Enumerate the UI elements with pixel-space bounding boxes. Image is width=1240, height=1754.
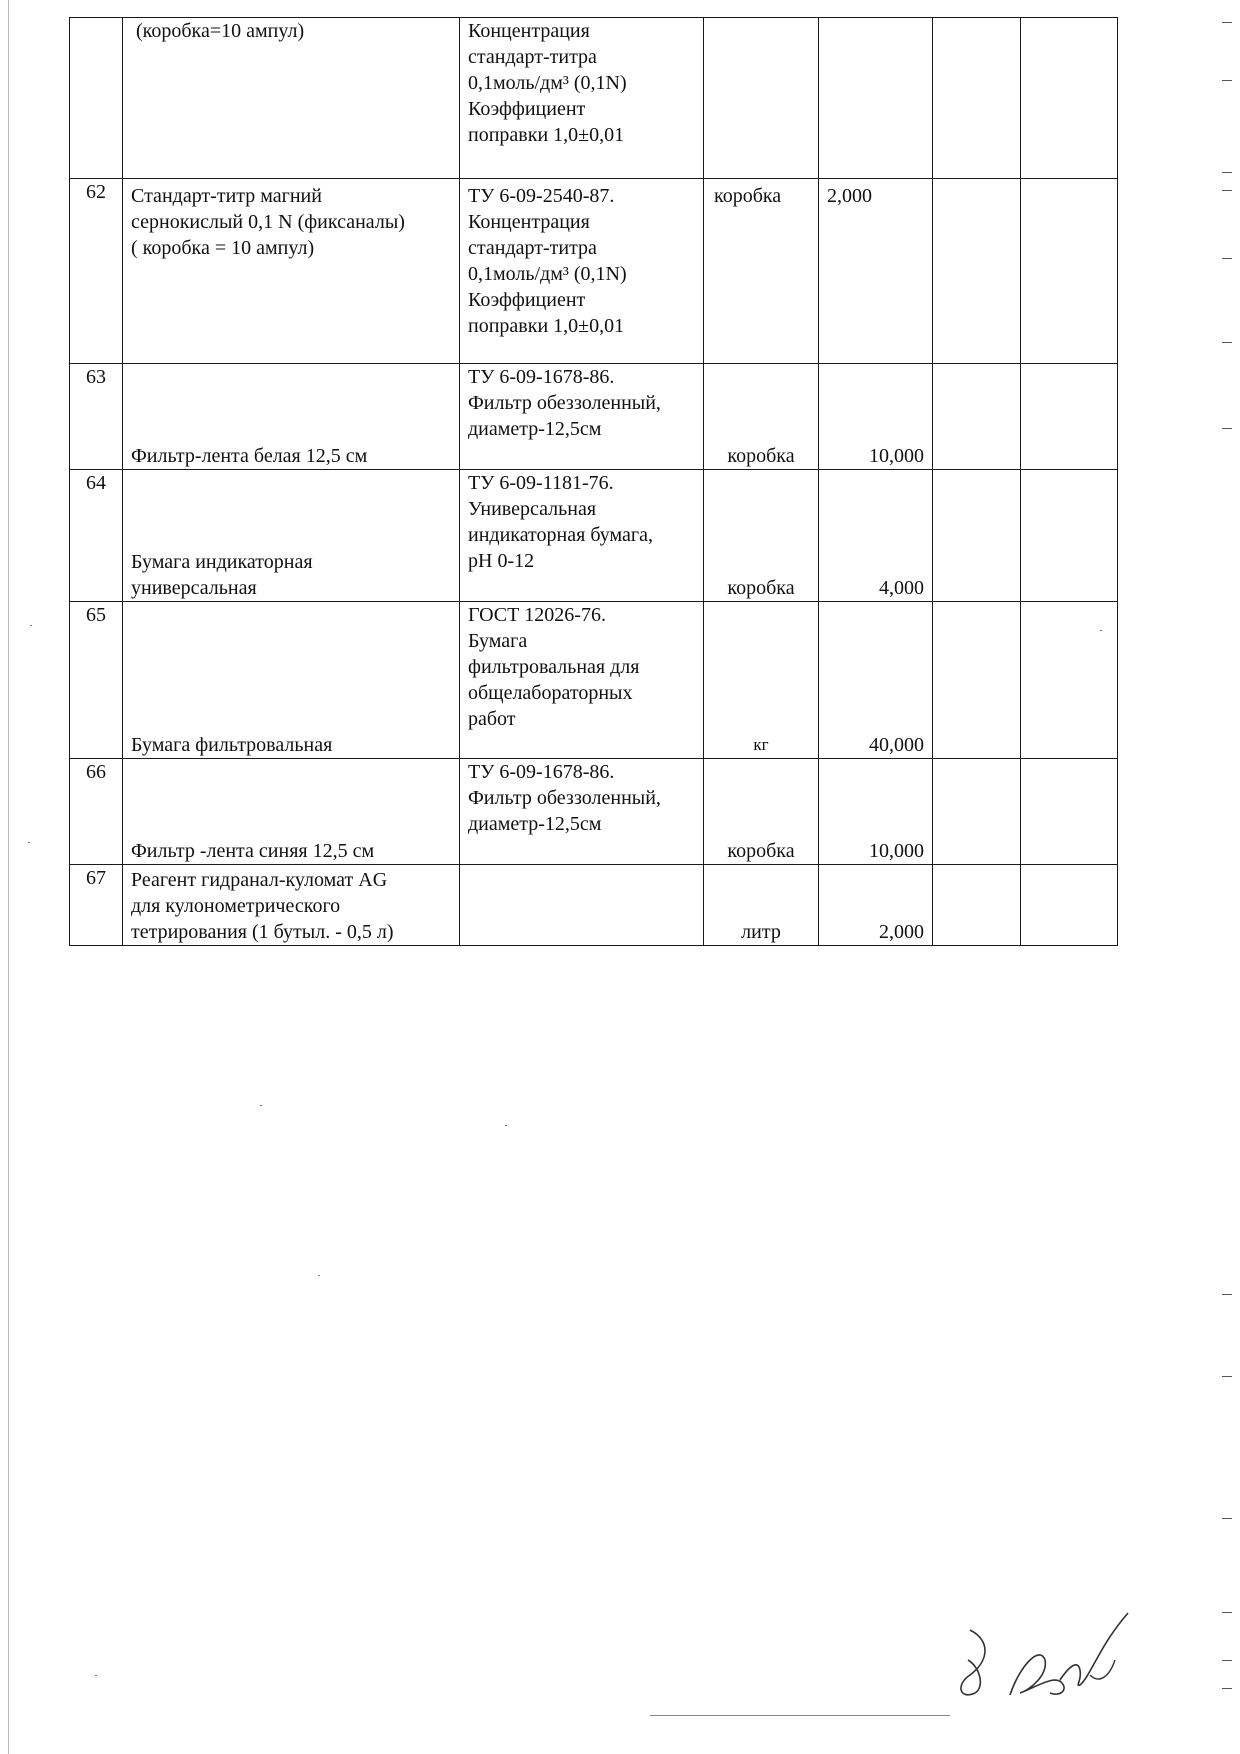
table-row	[70, 602, 1118, 759]
table-row	[70, 759, 1118, 865]
item-quantity	[819, 18, 933, 179]
item-name: Бумага индикаторная универсальная	[123, 470, 460, 602]
empty-cell	[1021, 865, 1118, 946]
item-quantity: 2,000	[819, 179, 933, 364]
empty-cell	[1021, 759, 1118, 865]
item-quantity: 40,000	[819, 602, 933, 759]
empty-cell	[933, 759, 1021, 865]
empty-cell	[933, 602, 1021, 759]
scan-mark	[1222, 1660, 1232, 1661]
scan-mark	[1222, 1688, 1232, 1689]
table-row	[70, 364, 1118, 470]
table-row	[70, 865, 1118, 946]
item-unit: коробка	[704, 759, 819, 865]
scan-mark	[1222, 258, 1232, 259]
scan-speck	[95, 1675, 97, 1676]
item-unit	[704, 18, 819, 179]
scan-left-edge	[8, 0, 9, 1754]
empty-cell	[933, 865, 1021, 946]
empty-cell	[1021, 18, 1118, 179]
scan-speck	[1100, 630, 1102, 631]
row-number: 64	[70, 470, 123, 602]
item-quantity: 4,000	[819, 470, 933, 602]
empty-cell	[1021, 364, 1118, 470]
item-spec: ГОСТ 12026-76. Бумага фильтровальная для общелабораторных работ	[460, 602, 704, 759]
row-number: 63	[70, 364, 123, 470]
row-number: 65	[70, 602, 123, 759]
scan-mark	[1222, 428, 1232, 429]
item-quantity: 10,000	[819, 364, 933, 470]
item-unit: коробка	[704, 470, 819, 602]
item-spec: ТУ 6-09-1678-86. Фильтр обеззоленный, диаметр-12,5см	[460, 759, 704, 865]
row-number: 62	[70, 179, 123, 364]
item-unit: коробка	[704, 179, 819, 364]
empty-cell	[933, 179, 1021, 364]
scan-speck	[30, 625, 32, 626]
scan-mark	[1222, 80, 1232, 81]
item-quantity: 10,000	[819, 759, 933, 865]
table-row	[70, 18, 1118, 179]
row-number: 66	[70, 759, 123, 865]
signature-image	[950, 1605, 1150, 1715]
scan-speck	[260, 1105, 262, 1106]
empty-cell	[933, 364, 1021, 470]
item-name: (коробка=10 ампул)	[123, 18, 460, 179]
empty-cell	[1021, 602, 1118, 759]
empty-cell	[933, 18, 1021, 179]
scan-mark	[1222, 22, 1232, 23]
item-unit: литр	[704, 865, 819, 946]
item-name: Фильтр-лента белая 12,5 см	[123, 364, 460, 470]
row-number: 67	[70, 865, 123, 946]
scan-mark	[1222, 1612, 1232, 1613]
item-spec: Концентрация стандарт-титра 0,1моль/дм³ (0,1N) Коэффициент поправки 1,0±0,01	[460, 18, 704, 179]
scan-mark	[1222, 172, 1232, 173]
item-unit: коробка	[704, 364, 819, 470]
item-spec: ТУ 6-09-1678-86. Фильтр обеззоленный, диаметр-12,5см	[460, 364, 704, 470]
item-name: Стандарт-титр магний сернокислый 0,1 N (фиксаналы) ( коробка = 10 ампул)	[123, 179, 460, 364]
item-spec: ТУ 6-09-2540-87. Концентрация стандарт-титра 0,1моль/дм³ (0,1N) Коэффициент поправки 1,0±0,01	[460, 179, 704, 364]
scan-mark	[1222, 342, 1232, 343]
specification-table	[69, 17, 1118, 946]
empty-cell	[1021, 470, 1118, 602]
item-name: Бумага фильтровальная	[123, 602, 460, 759]
scan-bottom-line	[650, 1715, 950, 1716]
scan-speck	[505, 1125, 507, 1126]
scan-mark	[1222, 1518, 1232, 1519]
table-row	[70, 179, 1118, 364]
scan-speck	[28, 842, 30, 843]
item-unit: кг	[704, 602, 819, 759]
item-spec: ТУ 6-09-1181-76. Универсальная индикаторная бумага, pH 0-12	[460, 470, 704, 602]
table-row	[70, 470, 1118, 602]
item-name: Фильтр -лента синяя 12,5 см	[123, 759, 460, 865]
scan-mark	[1222, 190, 1232, 191]
scan-mark	[1222, 1376, 1232, 1377]
item-quantity: 2,000	[819, 865, 933, 946]
empty-cell	[933, 470, 1021, 602]
row-number	[70, 18, 123, 179]
empty-cell	[1021, 179, 1118, 364]
item-name: Реагент гидранал-куломат AG для кулонометрического тетрирования (1 бутыл. - 0,5 л)	[123, 865, 460, 946]
scan-mark	[1222, 1294, 1232, 1295]
item-spec	[460, 865, 704, 946]
scan-speck	[318, 1275, 320, 1276]
